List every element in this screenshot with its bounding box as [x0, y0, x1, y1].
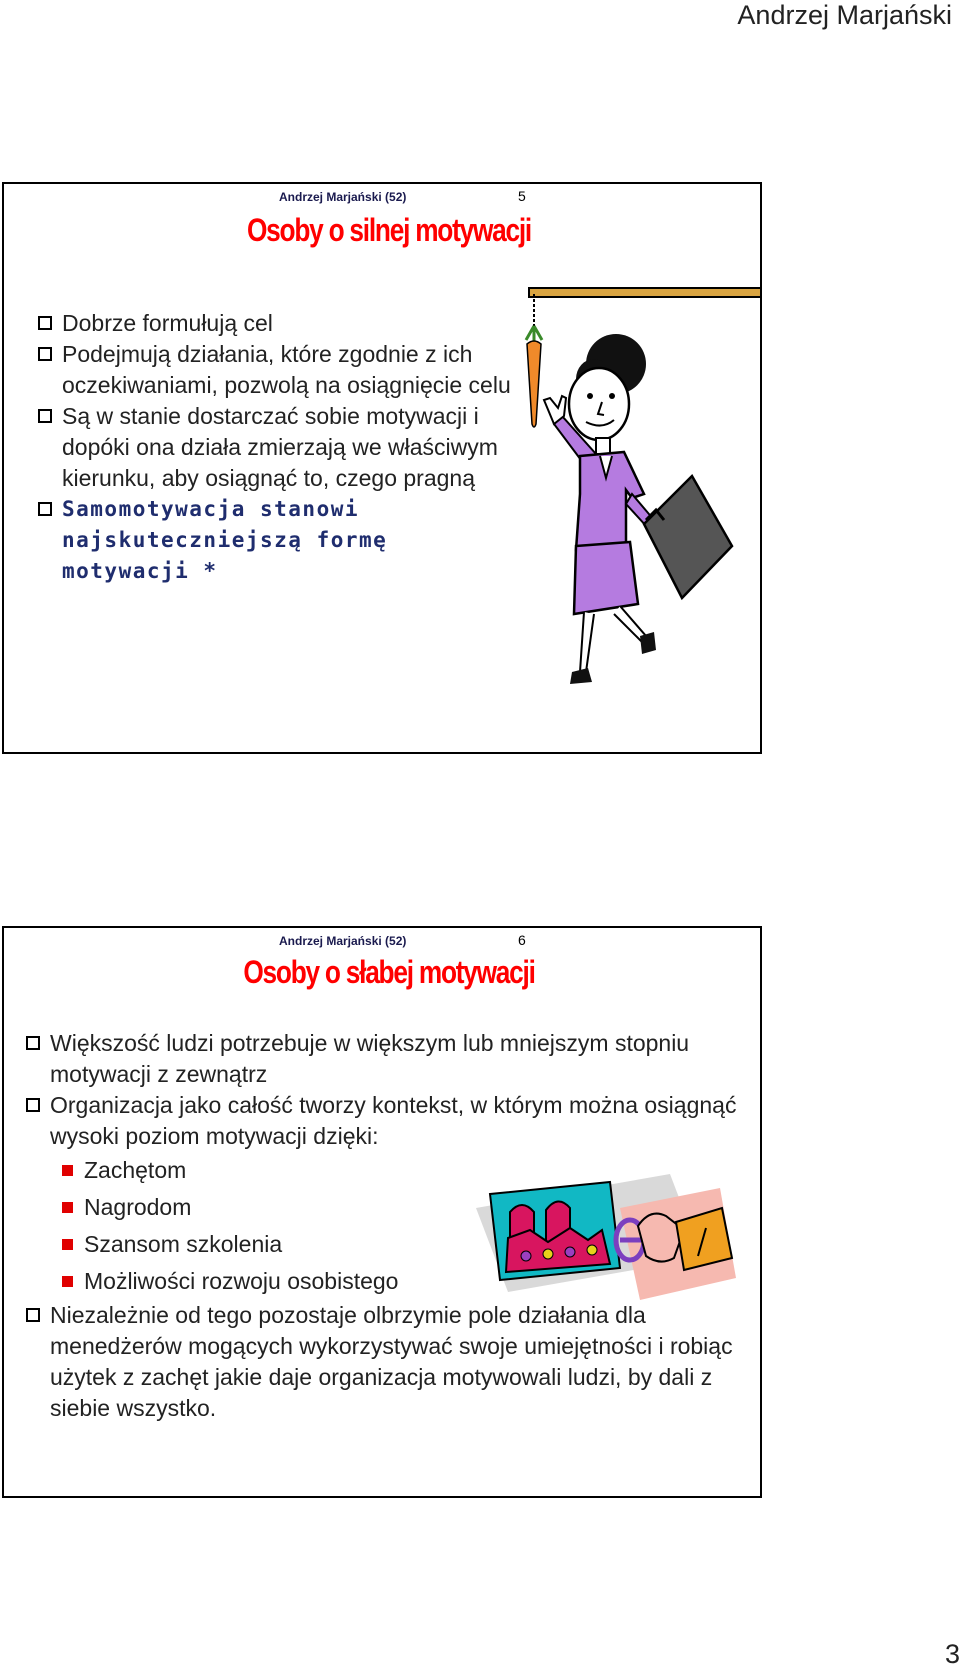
sub-bullet-text: Możliwości rozwoju osobistego [84, 1268, 399, 1294]
bullet-text: Są w stanie dostarczać sobie motywacji i dopóki ona działa zmierzają we właściwym kierunku, aby osiągnąć to, czego pragną [62, 403, 498, 491]
checkbox-bullet-icon [26, 1308, 40, 1322]
bullet-text: Organizacja jako całość tworzy kontekst, w którym można osiągnąć wysoki poziom motywacji dzięki: [50, 1092, 737, 1149]
bullet-item [24, 1028, 744, 1090]
slide-header: Andrzej Marjański (52) [279, 934, 407, 948]
checkbox-bullet-icon [38, 409, 52, 423]
bullet-text: Dobrze formułują cel [62, 310, 273, 336]
checkbox-bullet-icon [38, 347, 52, 361]
checkbox-bullet-icon [38, 316, 52, 330]
woman-with-carrot-illustration [514, 284, 764, 694]
slide-number: 6 [518, 932, 526, 948]
sub-bullet-text: Nagrodom [84, 1194, 192, 1220]
slide-title: Osoby o słabej motywacji [243, 954, 535, 990]
factory-windup-key-illustration [470, 1168, 740, 1318]
sub-bullet-text: Zachętom [84, 1157, 187, 1183]
slide-6 [2, 926, 762, 1498]
red-square-bullet-icon [62, 1165, 73, 1176]
bullet-item [24, 1300, 744, 1424]
slide-title: Osoby o silnej motywacji [246, 212, 531, 248]
bullet-text: Większość ludzi potrzebuje w większym lub mniejszym stopniu motywacji z zewnątrz [50, 1030, 690, 1087]
page-number: 3 [944, 1639, 960, 1669]
slide-number: 5 [518, 188, 526, 204]
bullet-item [36, 308, 516, 339]
bullet-text: Niezależnie od tego pozostaje olbrzymie pole działania dla menedżerów mogących wykorzystywać swoje umiejętności i robiąc użytek z zachęt jakie daje organizacja motywowali ludzi, by dali z siebie wszystko. [50, 1302, 733, 1421]
slide-header: Andrzej Marjański (52) [279, 190, 407, 204]
page-author: Andrzej Marjański [737, 0, 952, 30]
bullet-text: Podejmują działania, które zgodnie z ich oczekiwaniami, pozwolą na osiągnięcie celu [62, 341, 511, 398]
red-square-bullet-icon [62, 1202, 73, 1213]
checkbox-bullet-icon [38, 502, 52, 516]
bullet-item-emphasis [36, 494, 516, 587]
red-square-bullet-icon [62, 1239, 73, 1250]
slide-5 [2, 182, 762, 754]
sub-bullet-text: Szansom szkolenia [84, 1231, 283, 1257]
red-square-bullet-icon [62, 1276, 73, 1287]
bullet-list [36, 308, 516, 587]
bullet-item [36, 339, 516, 401]
bullet-item [36, 401, 516, 494]
checkbox-bullet-icon [26, 1036, 40, 1050]
bullet-text: Samomotywacja stanowi najskuteczniejszą formę motywacji * [62, 497, 388, 583]
checkbox-bullet-icon [26, 1098, 40, 1112]
